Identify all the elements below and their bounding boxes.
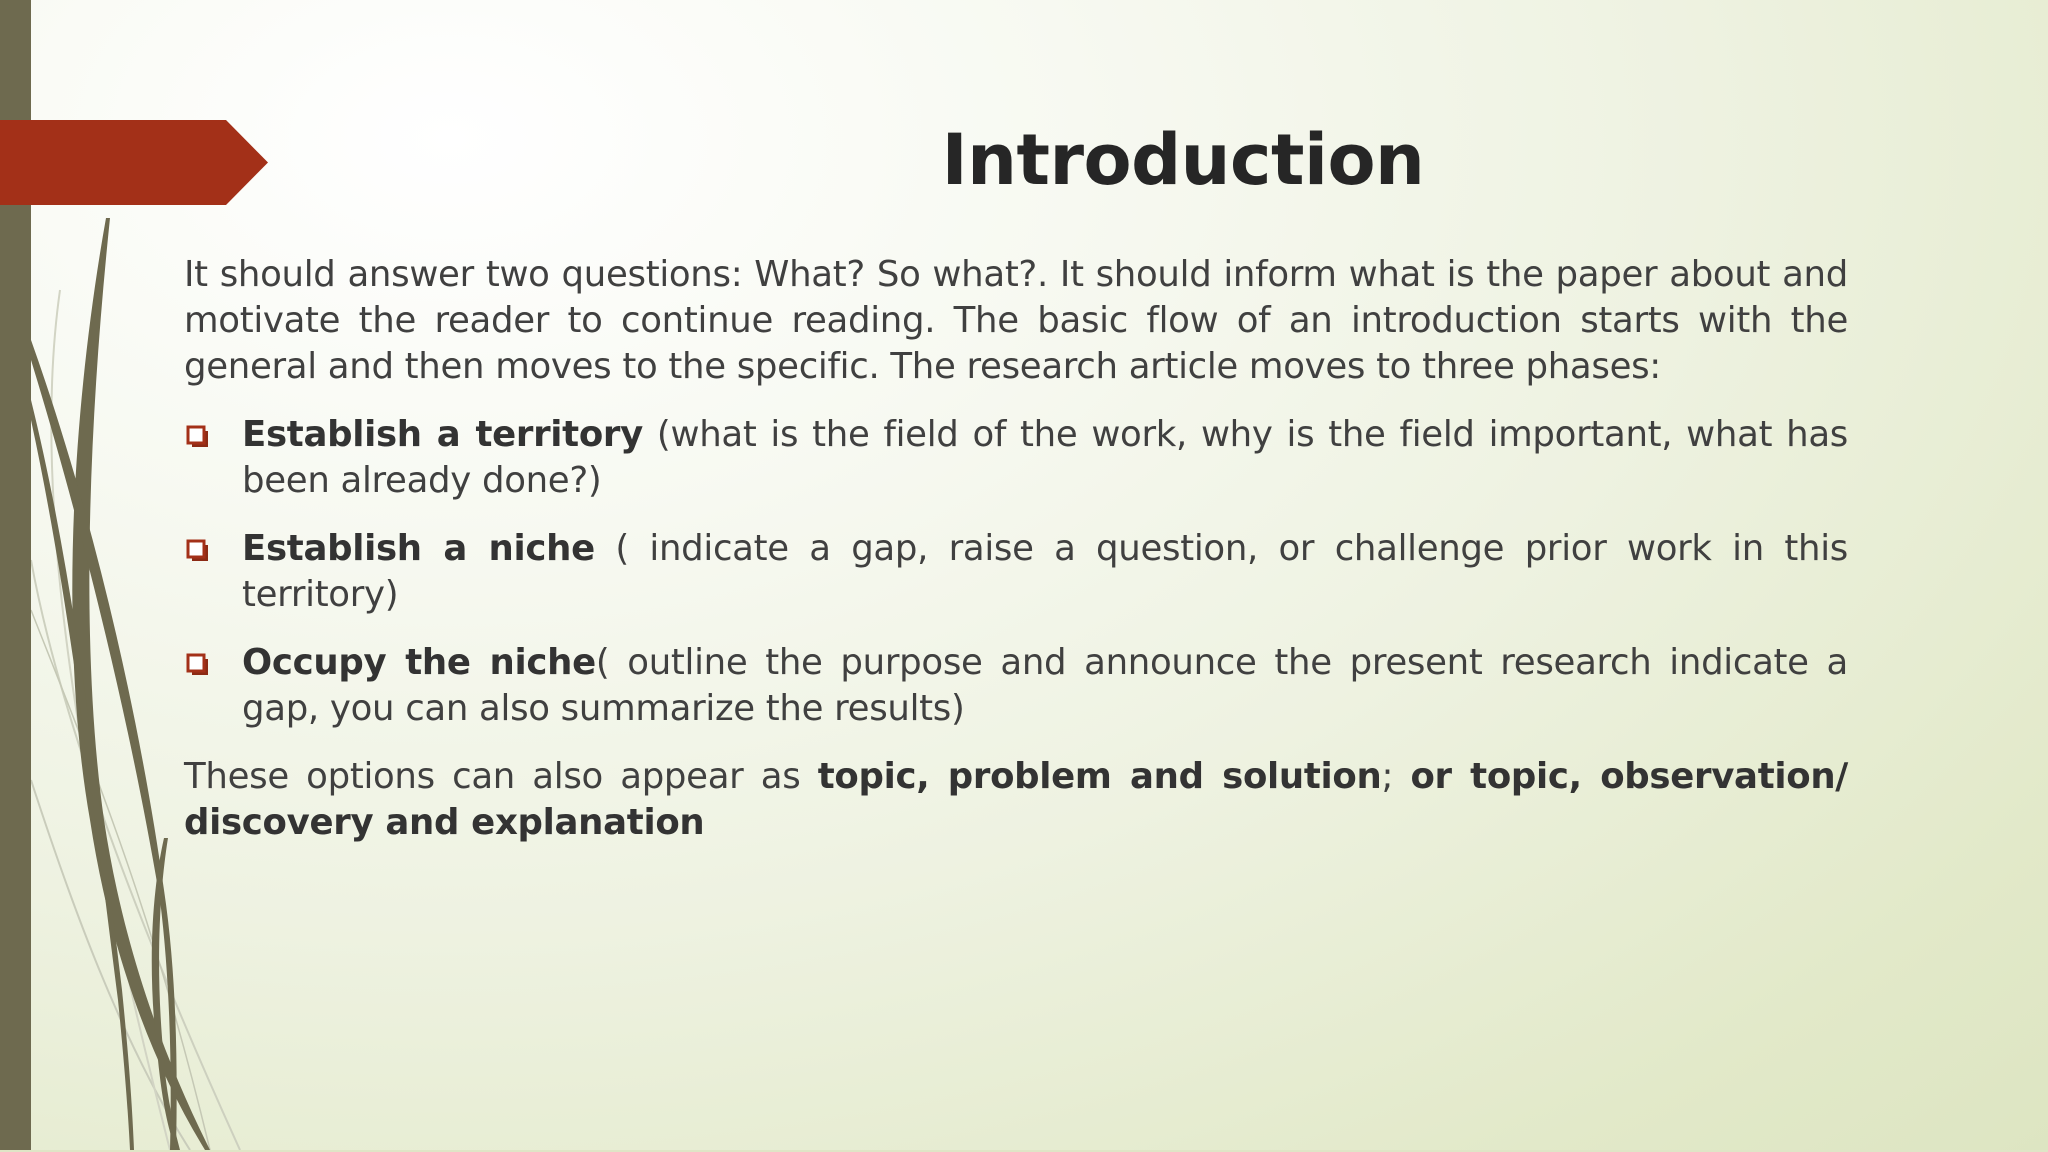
slide-title: Introduction [941,119,1425,201]
hollow-square-bullet-icon [186,539,210,563]
slide-body [184,252,1848,868]
list-item-text: ( indicate a gap, raise a question, or challenge prior work in this territory) [242,528,1848,615]
list-item [184,640,1848,732]
closing-middle: ; [1381,756,1411,797]
closing-bold-2: or topic, observation/ discovery and explanation [184,756,1848,843]
list-item [184,526,1848,618]
list-item-text: ( outline the purpose and announce the present research indicate a gap, you can also summarize the results) [242,642,1848,729]
list-item-bold: Establish a niche [242,528,595,569]
closing-bold-1: topic, problem and solution [817,756,1382,797]
phases-list [184,412,1848,732]
arrow-tab-shape [0,120,268,205]
hollow-square-bullet-icon [186,653,210,677]
closing-paragraph [184,754,1848,846]
list-item-bold: Establish a territory [242,414,643,455]
closing-prefix: These options can also appear as [184,756,818,797]
hollow-square-bullet-icon [186,425,210,449]
list-item-text: (what is the field of the work, why is the field important, what has been already done?) [242,414,1848,501]
list-item [184,412,1848,504]
intro-paragraph: It should answer two questions: What? So what?. It should inform what is the paper about and motivate the reader to continue reading. The basic flow of an introduction starts with the general and then moves to the specific. The research article moves to three phases: [184,254,1848,387]
list-item-bold: Occupy the niche [242,642,596,683]
